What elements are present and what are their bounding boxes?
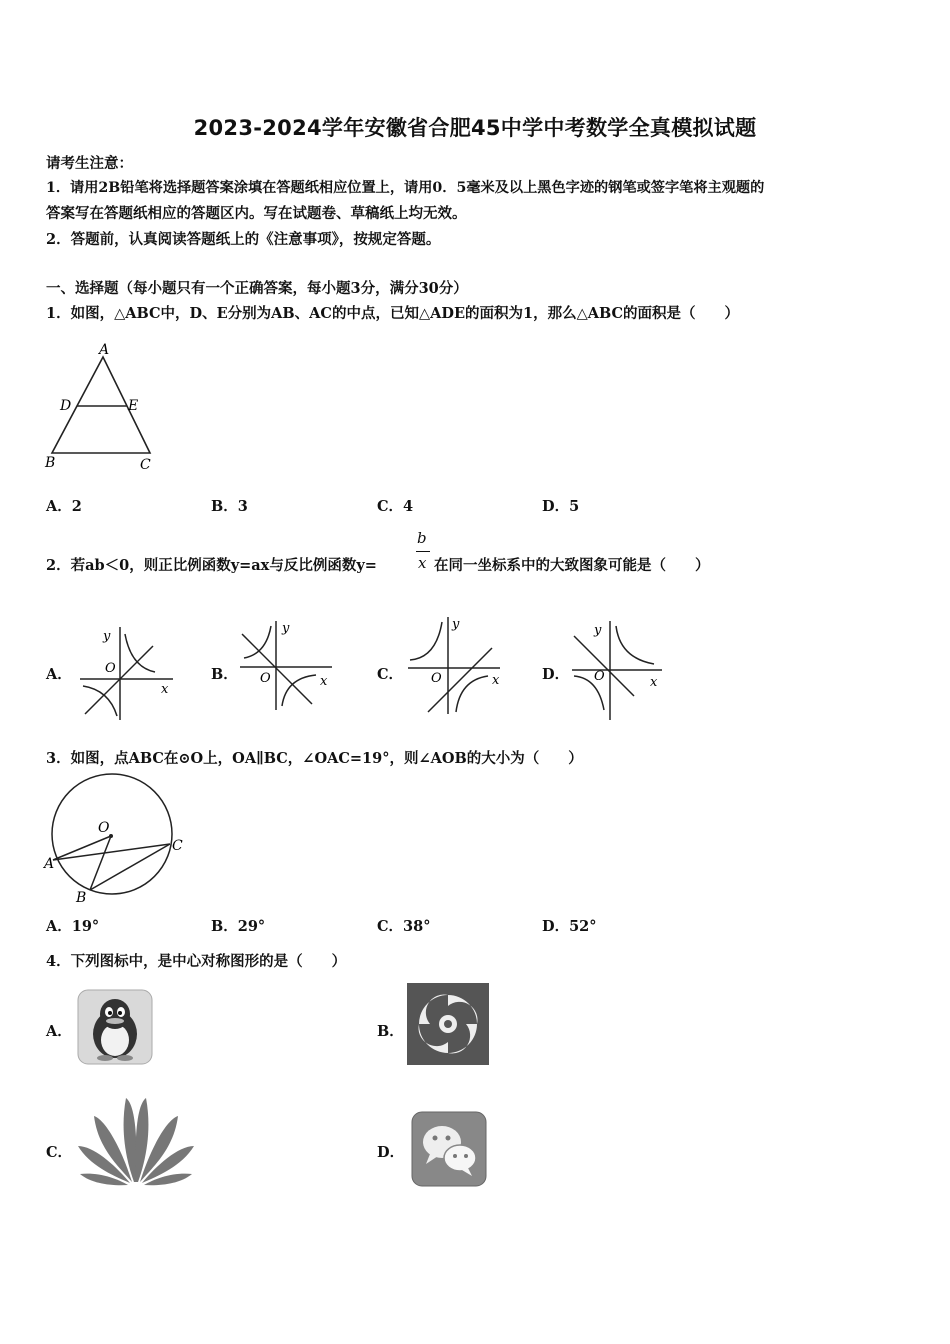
label-b: B	[45, 455, 56, 471]
q2-graph-d	[568, 618, 668, 723]
question-4-text: 4．下列图标中，是中心对称图形的是（ ）	[46, 953, 347, 970]
section-heading: 一、选择题（每小题只有一个正确答案，每小题3分，满分30分）	[46, 280, 468, 297]
circle-figure	[40, 772, 190, 904]
notice-line-3: 2．答题前，认真阅读答题纸上的《注意事项》，按规定答题。	[46, 231, 441, 248]
label-b: B	[76, 890, 87, 904]
chat-bubbles-icon	[410, 1110, 488, 1188]
label-a: A	[99, 342, 110, 358]
page-title: 2023-2024学年安徽省合肥45中学中考数学全真模拟试题	[193, 116, 757, 140]
svg-text:O: O	[594, 669, 605, 684]
notice-line-1: 1．请用2B铅笔将选择题答案涂填在答题纸相应位置上，请用0．5毫米及以上黑色字迹的钢笔或签字笔将主观题的	[46, 180, 765, 196]
q3-option-a: A．19°	[46, 918, 100, 935]
notice-heading: 请考生注意：	[46, 155, 133, 172]
fraction-denominator: x	[418, 554, 427, 572]
question-2-text-after: 在同一坐标系中的大致图象可能是（ ）	[434, 557, 710, 574]
label-d: D	[60, 398, 72, 414]
svg-text:x: x	[650, 675, 658, 690]
label-o: O	[98, 820, 110, 836]
q3-option-c: C．38°	[377, 918, 431, 935]
fraction-numerator: b	[417, 529, 427, 547]
swirl-icon	[406, 982, 490, 1066]
svg-text:O: O	[431, 671, 442, 686]
notice-line-2: 答案写在答题纸相应的答题区内。写在试题卷、草稿纸上均无效。	[46, 205, 467, 222]
q2-graph-a	[75, 622, 180, 722]
label-c: C	[172, 838, 183, 854]
q1-option-b: B．3	[211, 498, 248, 515]
q2-option-a-letter: A．	[46, 666, 72, 683]
q1-option-c: C．4	[377, 498, 414, 515]
svg-text:x: x	[161, 682, 169, 697]
q3-option-d: D．52°	[542, 918, 597, 935]
penguin-icon	[76, 988, 154, 1066]
q2-graph-c	[404, 614, 504, 716]
q4-option-d-letter: D．	[377, 1144, 405, 1161]
q1-option-a: A．2	[46, 498, 82, 515]
triangle-figure	[40, 340, 165, 475]
svg-text:O: O	[260, 671, 271, 686]
q1-option-d: D．5	[542, 498, 580, 515]
q2-option-b-letter: B．	[211, 666, 238, 683]
svg-text:x: x	[320, 674, 328, 689]
q3-option-b: B．29°	[211, 918, 266, 935]
svg-text:O: O	[105, 661, 116, 676]
q4-option-c-letter: C．	[46, 1144, 73, 1161]
q4-option-a-letter: A．	[46, 1023, 72, 1040]
label-a: A	[44, 856, 55, 872]
svg-text:y: y	[594, 623, 602, 638]
q2-graph-b	[236, 618, 336, 713]
q2-option-c-letter: C．	[377, 666, 404, 683]
svg-text:y: y	[452, 617, 460, 632]
question-2-text-before: 2．若ab＜0，则正比例函数y=ax与反比例函数y=	[46, 557, 377, 574]
question-3-text: 3．如图，点ABC在⊙O上，OA∥BC，∠OAC=19°，则∠AOB的大小为（ ）	[46, 750, 583, 767]
question-1-text: 1．如图，△ABC中，D、E分别为AB、AC的中点，已知△ADE的面积为1，那么△ABC的面积是（ ）	[46, 305, 740, 322]
label-c: C	[140, 457, 151, 473]
svg-text:y: y	[282, 621, 290, 636]
petal-logo-icon	[76, 1090, 196, 1188]
fraction-bar	[416, 551, 430, 552]
svg-text:x: x	[492, 673, 500, 688]
svg-text:y: y	[103, 629, 111, 644]
label-e: E	[128, 398, 139, 414]
q2-option-d-letter: D．	[542, 666, 570, 683]
q4-option-b-letter: B．	[377, 1023, 404, 1040]
